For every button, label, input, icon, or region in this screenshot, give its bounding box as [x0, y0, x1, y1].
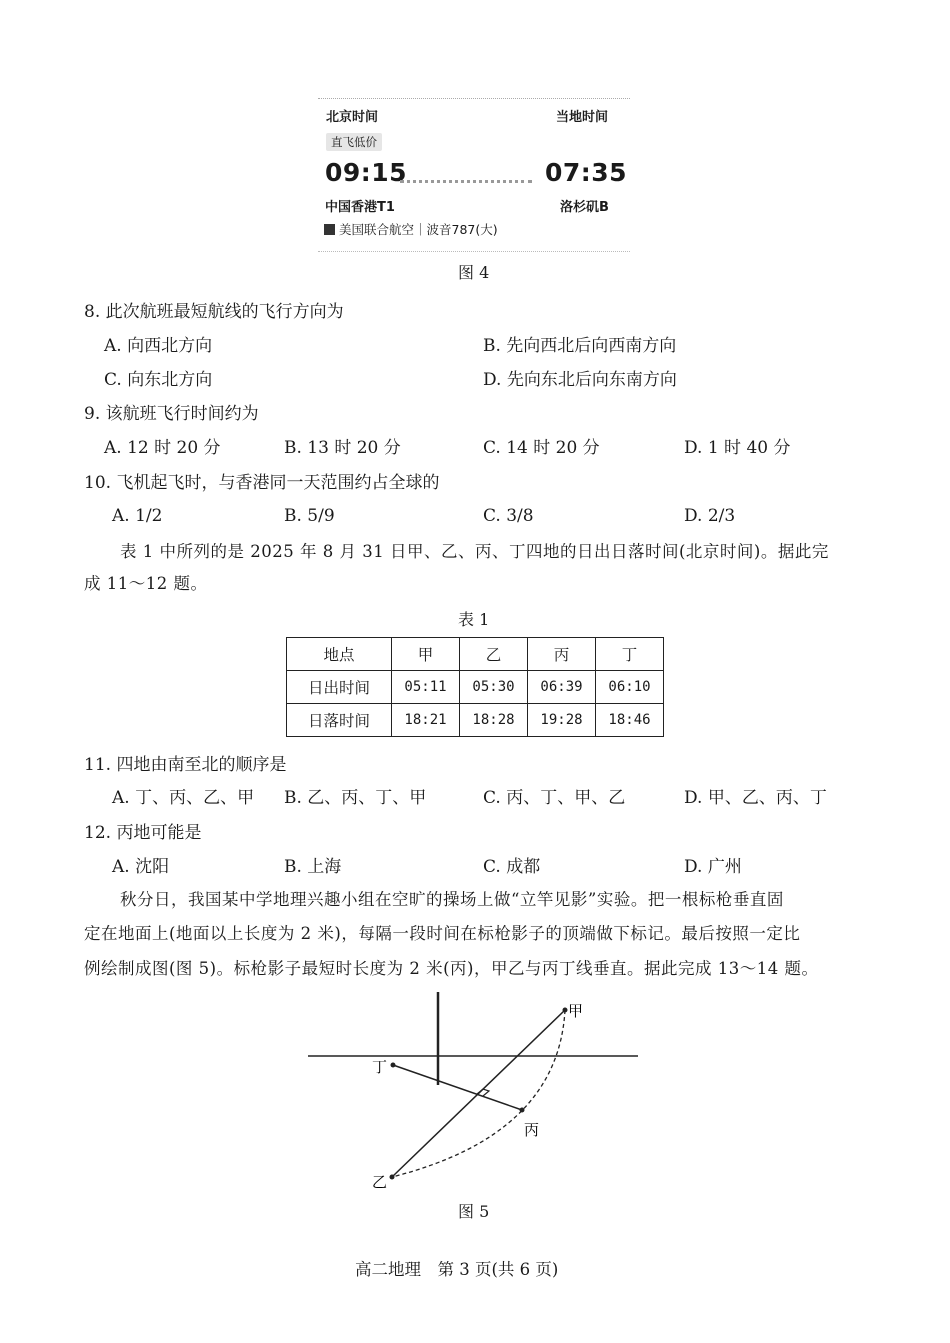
q8-option-c: C. 向东北方向: [104, 370, 213, 390]
q9-option-c: C. 14 时 20 分: [483, 438, 600, 458]
q9-option-a: A. 12 时 20 分: [104, 438, 221, 458]
q10-option-d: D. 2/3: [684, 506, 736, 526]
figure-5-caption: 图 5: [458, 1202, 490, 1221]
q10-option-a: A. 1/2: [112, 506, 163, 526]
q12-option-c: C. 成都: [483, 857, 541, 877]
table-header-cell: 丙: [528, 638, 596, 671]
table-cell: 18:28: [460, 704, 528, 737]
passage-2-line-3: 例绘制成图(图 5)。标枪影子最短时长度为 2 米(丙)，甲乙与丙丁线垂直。据此完成 13～14 题。: [84, 959, 819, 978]
table-cell: 18:21: [392, 704, 460, 737]
table-header-cell: 丁: [596, 638, 664, 671]
label-bing: 丙: [524, 1121, 540, 1139]
table-cell: 19:28: [528, 704, 596, 737]
question-8-stem: 8. 此次航班最短航线的飞行方向为: [84, 302, 344, 322]
arrival-time: 07:35: [545, 158, 628, 187]
q11-option-c: C. 丙、丁、甲、乙: [483, 788, 626, 808]
point-jia: [563, 1008, 568, 1013]
table-cell: 06:39: [528, 671, 596, 704]
table-cell: 日出时间: [287, 671, 392, 704]
sunrise-sunset-table: [286, 637, 664, 737]
question-10-stem: 10. 飞机起飞时，与香港同一天范围约占全球的: [84, 473, 440, 493]
departure-label: 北京时间: [326, 110, 379, 125]
passage-2-line-1: 秋分日，我国某中学地理兴趣小组在空旷的操场上做“立竿见影”实验。把一根标枪垂直固: [120, 890, 784, 909]
table-cell: 日落时间: [287, 704, 392, 737]
price-badge: 直飞低价: [326, 133, 382, 151]
question-9-stem: 9. 该航班飞行时间约为: [84, 404, 259, 424]
table-header-cell: 地点: [287, 638, 392, 671]
table-cell: 18:46: [596, 704, 664, 737]
figure-4-caption: 图 4: [458, 263, 490, 282]
q8-option-d: D. 先向东北后向东南方向: [483, 370, 677, 390]
divider: [318, 98, 630, 99]
q12-option-b: B. 上海: [284, 857, 342, 877]
flight-card: [318, 96, 630, 256]
label-yi: 乙: [372, 1173, 388, 1191]
q12-option-a: A. 沈阳: [112, 857, 170, 877]
airline-text: 美国联合航空｜波音787(大): [339, 222, 498, 237]
label-jia: 甲: [568, 1002, 584, 1020]
line-ding-bing: [393, 1065, 522, 1110]
question-11-stem: 11. 四地由南至北的顺序是: [84, 755, 287, 775]
table-cell: 06:10: [596, 671, 664, 704]
q10-option-b: B. 5/9: [284, 506, 335, 526]
table-header-cell: 甲: [392, 638, 460, 671]
departure-city: 中国香港T1: [325, 200, 395, 215]
airline-logo-icon: [324, 224, 335, 235]
q8-option-b: B. 先向西北后向西南方向: [483, 336, 677, 356]
q11-option-d: D. 甲、乙、丙、丁: [684, 788, 827, 808]
q11-option-b: B. 乙、丙、丁、甲: [284, 788, 427, 808]
point-bing: [520, 1108, 525, 1113]
q12-option-d: D. 广州: [684, 857, 742, 877]
point-ding: [391, 1063, 396, 1068]
arrival-label: 当地时间: [556, 110, 609, 125]
q10-option-c: C. 3/8: [483, 506, 534, 526]
table-header-cell: 乙: [460, 638, 528, 671]
q11-option-a: A. 丁、丙、乙、甲: [112, 788, 255, 808]
point-yi: [390, 1175, 395, 1180]
q8-option-a: A. 向西北方向: [104, 336, 213, 356]
table-cell: 05:11: [392, 671, 460, 704]
passage-2-line-2: 定在地面上(地面以上长度为 2 米)，每隔一段时间在标枪影子的顶端做下标记。最后按照一定比: [84, 924, 801, 943]
question-12-stem: 12. 丙地可能是: [84, 823, 202, 843]
figure-5-shadow-diagram: [300, 985, 650, 1195]
divider: [318, 251, 630, 252]
table-1-caption: 表 1: [458, 610, 490, 629]
table-row: [287, 671, 664, 704]
label-ding: 丁: [372, 1058, 388, 1076]
airline-info: [324, 220, 498, 238]
table-header-row: [287, 638, 664, 671]
passage-1-line-2: 成 11～12 题。: [84, 574, 208, 593]
q9-option-d: D. 1 时 40 分: [684, 438, 791, 458]
q9-option-b: B. 13 时 20 分: [284, 438, 401, 458]
table-row: [287, 704, 664, 737]
passage-1-line-1: 表 1 中所列的是 2025 年 8 月 31 日甲、乙、丙、丁四地的日出日落时间(北京时间)。据此完: [120, 542, 829, 561]
departure-time: 09:15: [325, 158, 408, 187]
page-footer: 高二地理 第 3 页(共 6 页): [355, 1260, 559, 1279]
table-cell: 05:30: [460, 671, 528, 704]
flight-path-line: [400, 180, 532, 183]
arrival-city: 洛杉矶B: [560, 200, 609, 215]
